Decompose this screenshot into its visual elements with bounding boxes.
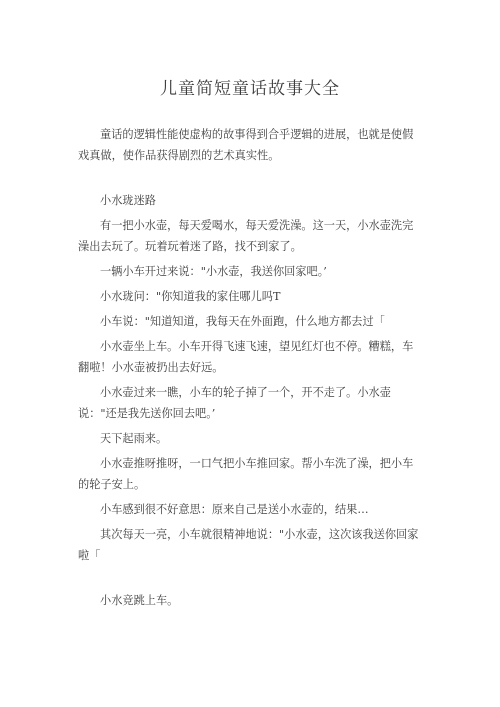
story-paragraph: 小车感到很不好意思：原来自己是送小水壶的，结果… bbox=[100, 503, 369, 516]
story-paragraph: 小水珑问："你知道我的家住哪儿吗T bbox=[100, 290, 281, 303]
story-paragraph: 小水壶坐上车。小车开得飞速飞速，望见红灯也不停。糟糕，车翻啦！小水壶被扔出去好远。 bbox=[78, 340, 414, 374]
story-paragraph: 小车说："知道知道，我每天在外面跑，什么地方都去过「 bbox=[100, 315, 385, 328]
intro-paragraph: 童话的逻辑性能使虚构的故事得到合乎逻辑的进展，也就是使假戏真做，使作品获得剧烈的艺术真实性。 bbox=[78, 128, 414, 162]
document-body bbox=[78, 124, 424, 611]
story-paragraph: 小水壶推呀推呀，一口气把小车推回家。帮小车洗了澡，把小车的轮子安上。 bbox=[78, 457, 414, 491]
story-paragraph: 小水竞跳上车。 bbox=[100, 594, 179, 607]
story-paragraph: 一辆小车开过来说："小水壶，我送你回家吧。’ bbox=[100, 265, 327, 278]
story-title: 小水珑迷路 bbox=[100, 194, 156, 207]
story-paragraph: 天下起雨来。 bbox=[100, 432, 168, 445]
story-paragraph: 有一把小水壶，每天爱喝水，每天爱洗澡。这一天，小水壶洗完澡出去玩了。玩着玩着迷了路，找不到家了。 bbox=[78, 219, 414, 253]
story-paragraph: 小水壶过来一瞧，小车的轮子掉了一个，开不走了。小水壶说："还是我先送你回去吧。’ bbox=[78, 386, 391, 420]
document-title: 儿童简短童话故事大全 bbox=[160, 79, 340, 99]
story-paragraph: 其次每天一亮，小车就很精神地说："小水壶，这次该我送你回家啦「 bbox=[78, 528, 419, 562]
